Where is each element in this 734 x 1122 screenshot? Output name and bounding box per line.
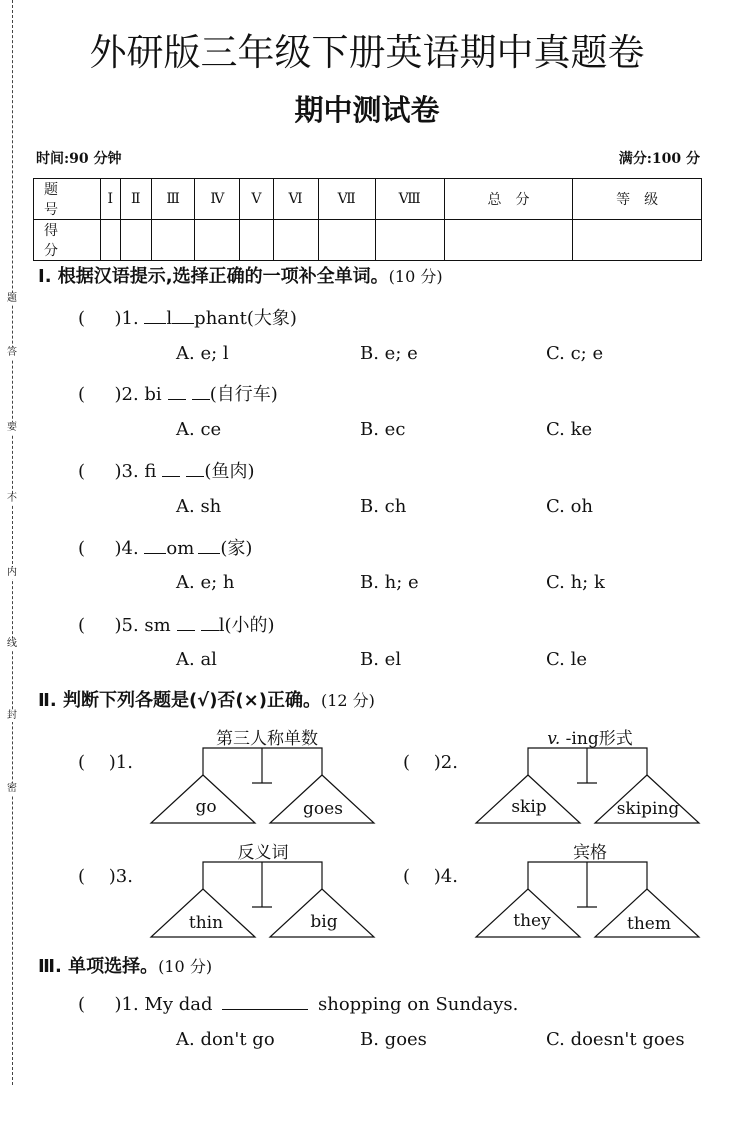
score-input-cell[interactable]	[195, 220, 240, 261]
stem-text: bi	[144, 384, 162, 405]
tree-label: 第三人称单数	[216, 729, 318, 749]
stem-text: l	[166, 308, 173, 329]
answer-blank[interactable]	[168, 383, 186, 400]
score-table-header-row	[34, 179, 702, 220]
page-subtitle: 期中测试卷	[294, 93, 440, 127]
stem-text: fi	[144, 461, 157, 482]
question-number: ( )4.	[78, 538, 139, 559]
answer-blank[interactable]	[144, 537, 166, 554]
table-cell: Ⅵ	[273, 179, 318, 220]
section-points: (10 分)	[388, 267, 443, 286]
table-cell: Ⅷ	[375, 179, 444, 220]
stem-text: (自行车)	[209, 384, 278, 405]
tree-label: 宾格	[573, 843, 607, 863]
cut-line-label: 内	[4, 567, 20, 579]
answer-blank[interactable]	[222, 993, 308, 1010]
stem-text: (家)	[220, 538, 253, 559]
section-heading	[38, 262, 443, 288]
score-input-cell[interactable]	[375, 220, 444, 261]
option-a[interactable]: A. al	[176, 649, 217, 670]
option-b[interactable]: B. goes	[360, 1029, 427, 1050]
table-cell: 得 分	[34, 220, 101, 261]
option-a[interactable]: A. sh	[176, 496, 222, 517]
answer-blank[interactable]	[172, 307, 194, 324]
cut-line-label: 要	[4, 422, 20, 434]
option-c[interactable]: C. c; e	[546, 343, 604, 364]
question	[78, 380, 278, 406]
cut-line	[12, 0, 13, 1085]
score-input-cell[interactable]	[240, 220, 273, 261]
tree-left-word: they	[513, 911, 551, 931]
table-cell: Ⅲ	[151, 179, 194, 220]
score-table	[33, 178, 702, 261]
section-heading	[38, 686, 375, 712]
answer-blank[interactable]	[201, 614, 219, 631]
table-cell: Ⅶ	[318, 179, 375, 220]
option-b[interactable]: B. ch	[360, 496, 407, 517]
score-input-cell[interactable]	[273, 220, 318, 261]
score-table-score-row	[34, 220, 702, 261]
score-input-cell[interactable]	[573, 220, 702, 261]
tree-right-word: big	[310, 912, 338, 932]
tree-left-word: thin	[188, 913, 224, 933]
cut-line-label: 封	[4, 710, 20, 722]
table-cell: Ⅳ	[195, 179, 240, 220]
score-input-cell[interactable]	[101, 220, 121, 261]
answer-blank[interactable]	[198, 537, 220, 554]
option-a[interactable]: A. e; l	[176, 343, 229, 364]
question	[78, 304, 297, 330]
stem-text: l(小的)	[218, 615, 275, 636]
stem-text: phant(大象)	[194, 308, 297, 329]
option-b[interactable]: B. el	[360, 649, 402, 670]
answer-paren[interactable]: ( )2.	[403, 752, 458, 773]
section-title: Ⅲ. 单项选择。	[38, 956, 159, 977]
score-input-cell[interactable]	[151, 220, 194, 261]
question	[78, 611, 275, 637]
answer-paren[interactable]: ( )3.	[78, 866, 133, 887]
cut-line-label: 线	[4, 638, 20, 650]
section-title: Ⅰ. 根据汉语提示,选择正确的一项补全单词。	[38, 266, 389, 287]
option-b[interactable]: B. h; e	[360, 572, 419, 593]
cut-line-label: 不	[4, 493, 20, 505]
option-a[interactable]: A. e; h	[176, 572, 235, 593]
option-b[interactable]: B. e; e	[360, 343, 418, 364]
score-input-cell[interactable]	[120, 220, 151, 261]
answer-paren[interactable]: ( )1.	[78, 752, 133, 773]
answer-paren[interactable]: ( )4.	[403, 866, 458, 887]
option-c[interactable]: C. ke	[546, 419, 593, 440]
tree-right-word: them	[627, 914, 671, 934]
question-number: ( )5.	[78, 615, 139, 636]
stem-text: (鱼肉)	[204, 461, 255, 482]
table-cell: Ⅴ	[240, 179, 273, 220]
cut-line-label: 答	[4, 347, 20, 359]
table-cell: 题 号	[34, 179, 101, 220]
option-a[interactable]: A. don't go	[176, 1029, 275, 1050]
section-heading	[38, 952, 212, 978]
stem-text: My dad	[144, 994, 213, 1015]
tree-right-word: goes	[303, 799, 343, 819]
stem-text: sm	[144, 615, 171, 636]
stem-text: om	[166, 538, 195, 559]
section-title: Ⅱ. 判断下列各题是(√)否(×)正确。	[38, 690, 321, 711]
option-c[interactable]: C. h; k	[546, 572, 605, 593]
question-number: ( )1.	[78, 994, 139, 1015]
tree-label: 反义词	[237, 843, 289, 863]
option-c[interactable]: C. doesn't goes	[546, 1029, 685, 1050]
tree-left-word: go	[195, 797, 217, 817]
table-cell: Ⅰ	[101, 179, 121, 220]
table-cell: 等 级	[573, 179, 702, 220]
question	[78, 534, 252, 560]
table-cell: Ⅱ	[120, 179, 151, 220]
answer-blank[interactable]	[177, 614, 195, 631]
option-c[interactable]: C. le	[546, 649, 587, 670]
exam-time: 时间:90 分钟	[36, 151, 122, 167]
tree-right-word: skiping	[616, 799, 680, 819]
option-a[interactable]: A. ce	[176, 419, 222, 440]
score-input-cell[interactable]	[318, 220, 375, 261]
question-number: ( )1.	[78, 308, 139, 329]
answer-blank[interactable]	[162, 460, 180, 477]
table-cell: 总 分	[444, 179, 573, 220]
page-title: 外研版三年级下册英语期中真题卷	[89, 31, 645, 74]
tree-left-word: skip	[511, 797, 547, 817]
question-number: ( )3.	[78, 461, 139, 482]
answer-blank[interactable]	[192, 383, 210, 400]
question-number: ( )2.	[78, 384, 139, 405]
cut-line-label: 题	[4, 293, 20, 305]
cut-line-label: 密	[4, 783, 20, 795]
answer-blank[interactable]	[186, 460, 204, 477]
tree-label: v. -ing形式	[547, 729, 633, 749]
option-c[interactable]: C. oh	[546, 496, 594, 517]
question	[78, 457, 254, 483]
option-b[interactable]: B. ec	[360, 419, 406, 440]
section-points: (10 分)	[158, 957, 213, 976]
score-input-cell[interactable]	[444, 220, 573, 261]
question	[78, 990, 518, 1016]
full-score: 满分:100 分	[618, 151, 700, 167]
stem-text: shopping on Sundays.	[317, 994, 519, 1015]
section-points: (12 分)	[320, 691, 375, 710]
answer-blank[interactable]	[144, 307, 166, 324]
